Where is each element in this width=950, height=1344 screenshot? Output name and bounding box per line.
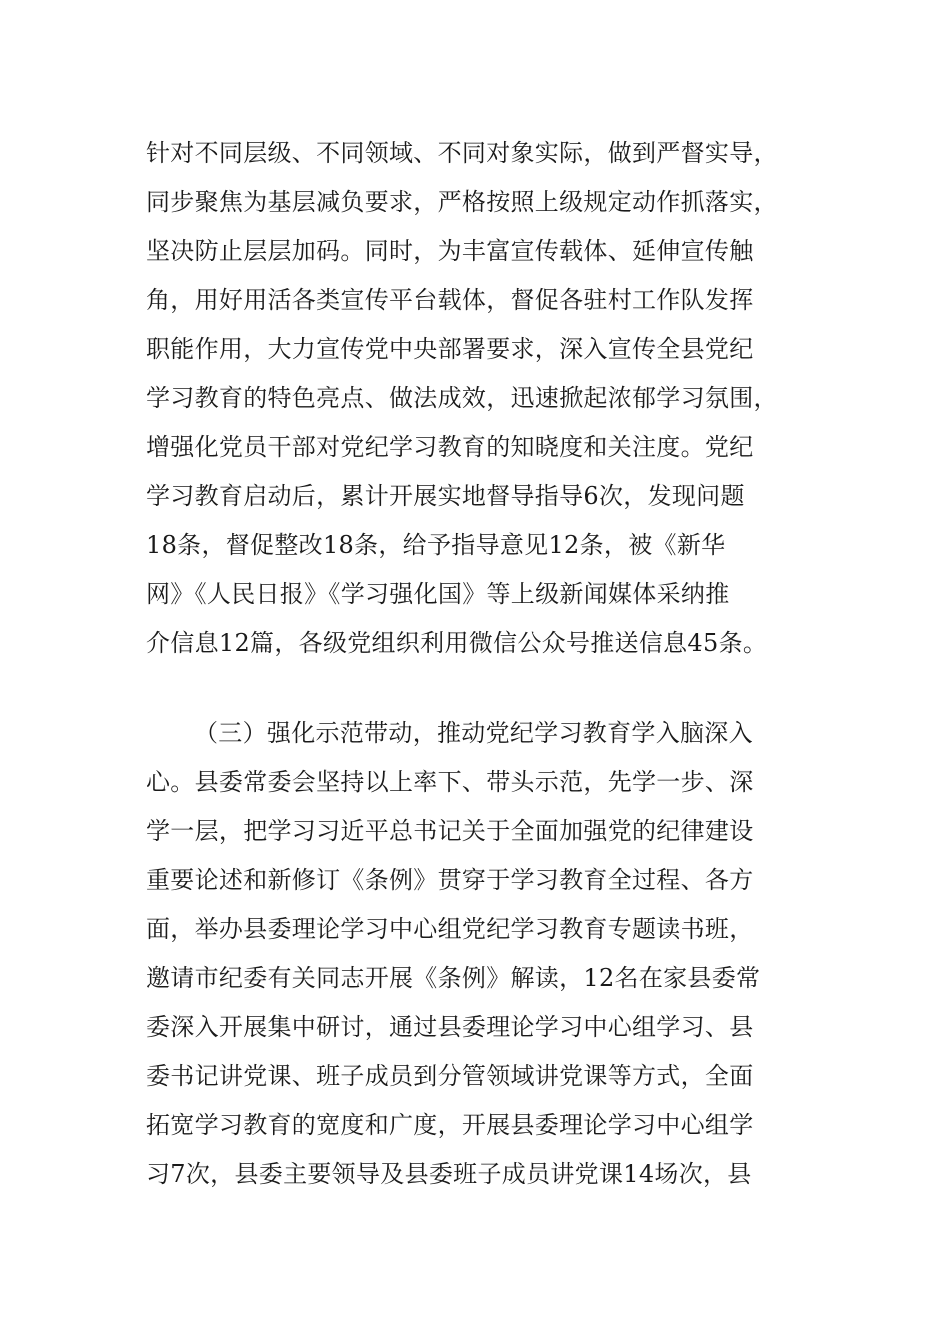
paragraph-2-line-10: 习7次，县委主要领导及县委班子成员讲党课14场次，县	[146, 1160, 752, 1188]
paragraph-1-line-11: 介信息12篇，各级党组织利用微信公众号推送信息45条。	[146, 629, 768, 657]
paragraph-1-line-4: 角，用好用活各类宣传平台载体，督促各驻村工作队发挥	[146, 286, 754, 314]
paragraph-1-line-8: 学习教育启动后，累计开展实地督导指导6次，发现问题	[146, 482, 745, 510]
paragraph-2-line-1: （三）强化示范带动，推动党纪学习教育学入脑深入	[194, 719, 753, 747]
paragraph-1-line-1: 针对不同层级、不同领域、不同对象实际，做到严督实导，	[146, 139, 778, 167]
paragraph-2-line-7: 委深入开展集中研讨，通过县委理论学习中心组学习、县	[146, 1013, 754, 1041]
paragraph-1-line-10: 网》《人民日报》《学习强化国》等上级新闻媒体采纳推	[146, 580, 730, 608]
paragraph-1-line-6: 学习教育的特色亮点、做法成效，迅速掀起浓郁学习氛围，	[146, 384, 778, 412]
paragraph-1-line-2: 同步聚焦为基层减负要求，严格按照上级规定动作抓落实，	[146, 188, 778, 216]
paragraph-2-line-3: 学一层，把学习习近平总书记关于全面加强党的纪律建设	[146, 817, 754, 845]
paragraph-2-line-2: 心。县委常委会坚持以上率下、带头示范，先学一步、深	[146, 768, 754, 796]
paragraph-1-line-3: 坚决防止层层加码。同时，为丰富宣传载体、延伸宣传触	[146, 237, 754, 265]
paragraph-1-line-5: 职能作用，大力宣传党中央部署要求，深入宣传全县党纪	[146, 335, 754, 363]
paragraph-2-line-9: 拓宽学习教育的宽度和广度，开展县委理论学习中心组学	[146, 1111, 754, 1139]
paragraph-1-line-9: 18条，督促整改18条，给予指导意见12条，被《新华	[146, 531, 726, 559]
paragraph-2-line-5: 面，举办县委理论学习中心组党纪学习教育专题读书班，	[146, 915, 754, 943]
paragraph-2-line-4: 重要论述和新修订《条例》贯穿于学习教育全过程、各方	[146, 866, 754, 894]
paragraph-1-line-7: 增强化党员干部对党纪学习教育的知晓度和关注度。党纪	[146, 433, 754, 461]
paragraph-2-line-6: 邀请市纪委有关同志开展《条例》解读，12名在家县委常	[146, 964, 761, 992]
paragraph-2-line-8: 委书记讲党课、班子成员到分管领域讲党课等方式，全面	[146, 1062, 754, 1090]
